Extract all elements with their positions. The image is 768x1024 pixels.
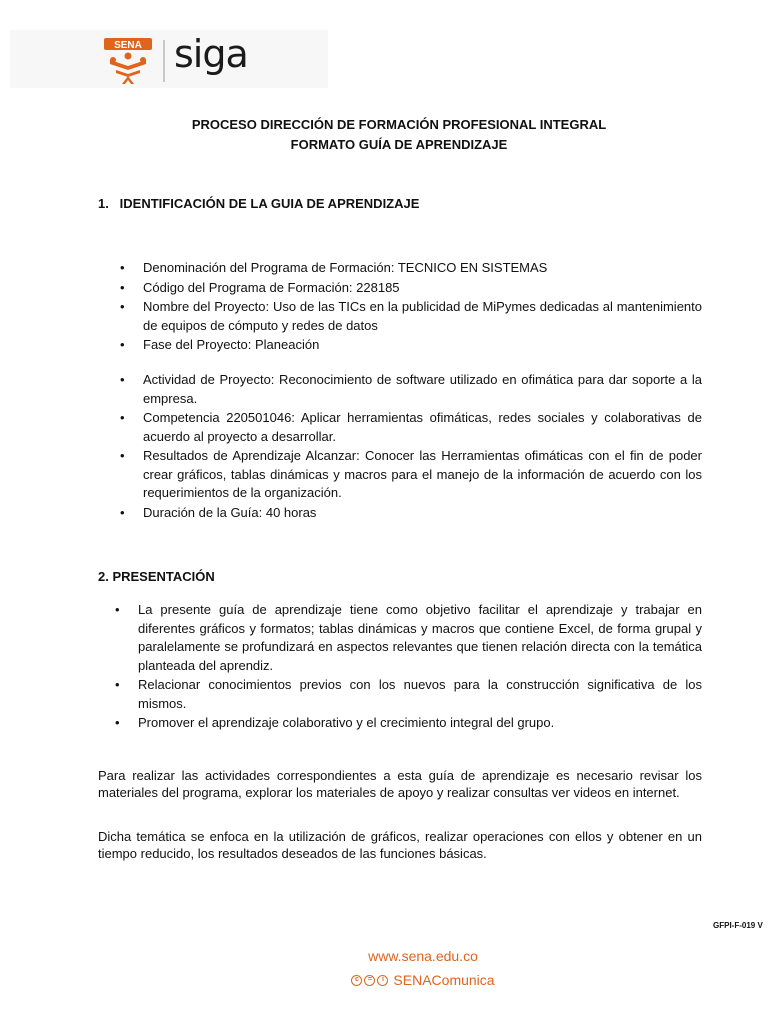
logo-divider: [163, 40, 165, 82]
list-item: • Promover el aprendizaje colaborativo y el crecimiento integral del grupo.: [113, 714, 702, 733]
paragraph-materials: Para realizar las actividades correspondientes a esta guía de aprendizaje es necesario revisar los materiales del programa, explorar los materiales de apoyo y realizar consultas ver videos en internet.: [98, 768, 702, 800]
logo-text: SENA: [114, 40, 142, 51]
footer-social-handle[interactable]: SENAComunica: [393, 972, 495, 988]
info-icon: i: [377, 975, 388, 986]
list-item: • Denominación del Programa de Formación: TECNICO EN SISTEMAS: [118, 259, 702, 278]
footer: [0, 946, 768, 990]
list-item: • Código del Programa de Formación: 228185: [118, 279, 702, 298]
list-item: • La presente guía de aprendizaje tiene como objetivo facilitar el aprendizaje y trabajar en diferentes gráficos y formatos; tablas dinámicas y macros que contiene Excel, de forma grupal y paralelamente se profundizará en aspectos relevantes que tienen relación directa con la temática planteada del aprendiz.: [113, 601, 702, 675]
sena-logo-icon: [102, 36, 154, 86]
list-item: • Duración de la Guía: 40 horas: [118, 504, 702, 523]
title-line-2: FORMATO GUÍA DE APRENDIZAJE: [290, 137, 508, 152]
list-item: • Relacionar conocimientos previos con los nuevos para la construcción significativa de los mismos.: [113, 676, 702, 713]
list-item: • Fase del Proyecto: Planeación: [118, 336, 702, 355]
section-2-heading: 2. PRESENTACIÓN: [98, 569, 215, 584]
document-titles: [0, 115, 768, 155]
no-derivatives-icon: =: [364, 975, 375, 986]
list-item: • Nombre del Proyecto: Uso de las TICs en la publicidad de MiPymes dedicadas al mantenimiento de equipos de cómputo y redes de datos: [118, 298, 702, 335]
section-1-list-a: [118, 259, 702, 356]
header-logo: [10, 30, 328, 88]
list-item: • Competencia 220501046: Aplicar herramientas ofimáticas, redes sociales y colaborativas de acuerdo al proyecto a desarrollar.: [118, 409, 702, 446]
section-2-list: [113, 601, 702, 734]
section-1-heading: 1. IDENTIFICACIÓN DE LA GUIA DE APRENDIZAJE: [98, 196, 420, 211]
form-code: GFPI-F-019 V: [713, 921, 763, 930]
list-item: • Actividad de Proyecto: Reconocimiento de software utilizado en ofimática para dar soporte a la empresa.: [118, 371, 702, 408]
list-item: • Resultados de Aprendizaje Alcanzar: Conocer las Herramientas ofimáticas con el fin de poder crear gráficos, tablas dinámicas y macros para el manejo de la información de acuerdo con los requerimientos de la organización.: [118, 447, 702, 503]
footer-social: [351, 970, 494, 990]
paragraph-thematic: Dicha temática se enfoca en la utilización de gráficos, realizar operaciones con ellos y obtener en un tiempo reducido, los resultados deseados de las funciones básicas.: [98, 829, 702, 861]
siga-brand: siga: [174, 32, 248, 76]
creative-commons-icon: c: [351, 975, 362, 986]
section-1-list-b: [118, 371, 702, 523]
footer-url[interactable]: www.sena.edu.co: [368, 948, 478, 964]
title-line-1: PROCESO DIRECCIÓN DE FORMACIÓN PROFESIONAL INTEGRAL: [191, 117, 607, 132]
